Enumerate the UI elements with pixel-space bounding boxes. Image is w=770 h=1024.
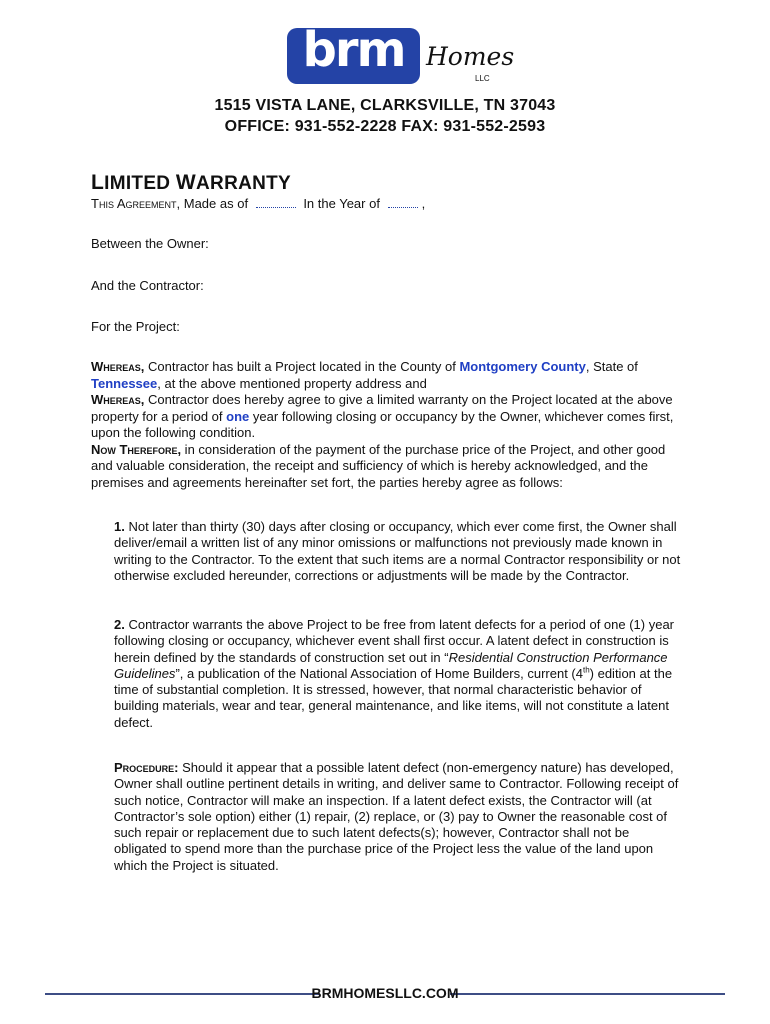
agreement-line (91, 196, 425, 211)
agreement-end: , (421, 196, 426, 211)
procedure-label: Procedure: (114, 760, 179, 775)
in-year-label: In the Year of (303, 196, 380, 211)
agreement-label: This Agreement (91, 196, 177, 211)
document-title (91, 171, 291, 195)
period-value: one (226, 408, 250, 424)
whereas-text: , State of (585, 359, 638, 374)
whereas-label: Whereas, (91, 392, 145, 407)
whereas-text: , at the above mentioned property address and (157, 375, 427, 391)
project-line: For the Project: (91, 319, 180, 334)
clause-text: Contractor warrants the above Project to be free from latent defects for a period of one (1) year following closing or occupancy, whichever event shall first occur. A latent defect in construction is herein defined by the standards of construction set out in “ (114, 617, 675, 665)
footer-website[interactable]: BRMHOMESLLC.COM (311, 985, 459, 1001)
whereas-text: year following closing or occupancy by the Owner, whichever comes first, upon the following condition. (91, 408, 674, 440)
made-as-of: , Made as of (176, 196, 249, 211)
clause-number: 2. (114, 617, 125, 632)
now-therefore-label: Now Therefore, (91, 441, 182, 457)
edition-sup: th (582, 665, 590, 675)
whereas-text: Contractor has built a Project located in the County of (144, 359, 460, 374)
recitals (91, 359, 681, 491)
logo-llc: LLC (475, 74, 490, 83)
date-field[interactable] (256, 197, 296, 208)
whereas-label: Whereas, (91, 359, 145, 374)
title-initial-l: L (91, 171, 105, 194)
logo-suffix: Homes (426, 42, 515, 71)
clause-text: ) edition at the time of substantial completion. It is stressed, however, that normal characteristic behavior of building materials, wear and tear, general maintenance, and like items, will not constitute a latent defect. (114, 665, 673, 730)
year-field[interactable] (388, 197, 418, 208)
clause-text: Not later than thirty (30) days after closing or occupancy, which ever come first, the Owner shall deliver/email a written list of any minor omissions or malfunctions not previously made known in writing to the Contractor. To the extent that such items are a normal Contractor responsibility or not otherwise excluded hereunder, corrections or adjustments will be made by the Contractor. (114, 519, 681, 583)
title-initial-w: W (175, 171, 197, 194)
whereas-text: Contractor does hereby agree to give a limited warranty on the Project located at the above property for a period of (91, 392, 673, 424)
clause-text: ”, a publication of the National Association of Home Builders, current (4 (175, 665, 583, 681)
logo-text: brm (302, 22, 405, 78)
owner-line: Between the Owner: (91, 236, 209, 251)
county-value: Montgomery County (459, 359, 586, 374)
company-phones: OFFICE: 931-552-2228 FAX: 931-552-2593 (224, 118, 546, 135)
company-logo (287, 22, 515, 86)
now-therefore-text: in consideration of the payment of the purchase price of the Project, and other good and valuable consideration, the receipt and sufficiency of which is hereby acknowledged, and the premises and agreements hereinafter set fort, the parties hereby agree as follows: (91, 441, 666, 490)
state-value: Tennessee (91, 375, 158, 391)
guidelines-title: Residential Construction Performance Guidelines (114, 649, 668, 681)
title-rest-2: ARRANTY (196, 173, 292, 194)
clause-1 (114, 519, 684, 584)
procedure-clause (114, 760, 684, 874)
contractor-line: And the Contractor: (91, 278, 204, 293)
company-address: 1515 VISTA LANE, CLARKSVILLE, TN 37043 (214, 97, 556, 114)
whereas-1 (91, 359, 681, 392)
title-rest-1: IMITED (104, 173, 176, 194)
clause-number: 1. (114, 519, 125, 534)
whereas-2 (91, 392, 681, 442)
clause-2 (114, 617, 684, 731)
procedure-text: Should it appear that a possible latent defect (non-emergency nature) has developed, Owner shall outline pertinent details in writing, and deliver same to Contractor. Following receipt of such notice, Contractor will make an inspection. If a latent defect exists, the Contractor will (at Contractor’s sole option) either (1) repair, (2) replace, or (3) pay to Owner the reasonable cost of such repair or replacement due to such latent defects(s); however, Contractor shall not be obligated to spend more than the purchase price of the Project less the value of the land upon which the Project is situated. (114, 760, 679, 873)
now-therefore (91, 442, 681, 492)
